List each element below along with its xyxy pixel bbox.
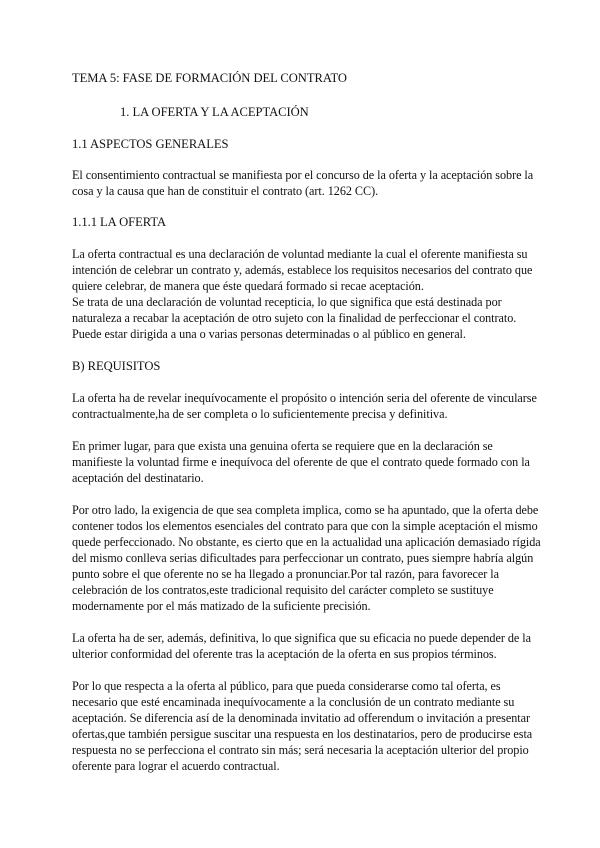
- paragraph-line: manifieste la voluntad firme e inequívoca del oferente de que el contrato quede formado con la: [72, 455, 530, 469]
- paragraph-line: celebración de los contratos,este tradicional requisito del carácter completo se sustituye: [72, 583, 494, 597]
- paragraph-line: La oferta contractual es una declaración de voluntad mediante la cual el oferente manifiesta su: [72, 247, 528, 261]
- paragraph-line: Por otro lado, la exigencia de que sea completa implica, como se ha apuntado, que la oferta debe: [72, 503, 539, 517]
- paragraph-line: contener todos los elementos esenciales del contrato para que con la simple aceptación el mismo: [72, 519, 538, 533]
- paragraph-line: ulterior conformidad del oferente tras la aceptación de la oferta en sus propios términos.: [72, 647, 497, 661]
- paragraph-line: En primer lugar, para que exista una genuina oferta se requiere que en la declaración se: [72, 439, 493, 453]
- paragraph-line: La oferta ha de revelar inequívocamente el propósito o intención seria del oferente de vincularse: [72, 391, 537, 405]
- paragraph-line: aceptación del destinatario.: [72, 471, 204, 485]
- subsection-heading-1-1: 1.1 ASPECTOS GENERALES: [72, 137, 229, 151]
- subsection-heading-requisitos: B) REQUISITOS: [72, 359, 161, 373]
- document-title: TEMA 5: FASE DE FORMACIÓN DEL CONTRATO: [72, 71, 347, 85]
- paragraph-line: Se trata de una declaración de voluntad recepticia, lo que significa que está destinada por: [72, 295, 502, 309]
- paragraph-line: necesario que esté encaminada inequívocamente a la conclusión de un contrato mediante su: [72, 695, 515, 709]
- paragraph-line: respuesta no se perfecciona el contrato sin más; será necesaria la aceptación ulterior del propio: [72, 743, 529, 757]
- paragraph-line: modernamente por el más matizado de la suficiente precisión.: [72, 599, 371, 613]
- paragraph-line: quede perfeccionado. No obstante, es cierto que en la actualidad una aplicación demasiado rígida: [72, 535, 541, 549]
- paragraph-line: naturaleza a recabar la aceptación de otro sujeto con la finalidad de perfeccionar el contrato.: [72, 311, 517, 325]
- paragraph-line: cosa y la causa que han de constituir el contrato (art. 1262 CC).: [72, 184, 379, 198]
- paragraph-line: ofertas,que también persigue suscitar una respuesta en los destinatarios, pero de producirse esta: [72, 727, 533, 741]
- paragraph-line: Por lo que respecta a la oferta al público, para que pueda considerarse como tal oferta, es: [72, 679, 501, 693]
- paragraph-line: oferente para lograr el acuerdo contractual.: [72, 759, 280, 773]
- paragraph-line: contractualmente,ha de ser completa o lo suficientemente precisa y definitiva.: [72, 407, 448, 421]
- paragraph-line: punto sobre el que oferente no se ha llegado a pronunciar.Por tal razón, para favorecer la: [72, 567, 499, 581]
- paragraph-line: intención de celebrar un contrato y, además, establece los requisitos necesarios del contrato que: [72, 263, 533, 277]
- paragraph-line: El consentimiento contractual se manifiesta por el concurso de la oferta y la aceptación sobre la: [72, 168, 534, 182]
- paragraph-line: La oferta ha de ser, además, definitiva, lo que significa que su eficacia no puede depender de la: [72, 631, 531, 645]
- section-heading-1: 1. LA OFERTA Y LA ACEPTACIÓN: [120, 105, 309, 119]
- paragraph-line: quiere celebrar, de manera que éste quedará formado si recae aceptación.: [72, 279, 424, 293]
- paragraph-line: del mismo conlleva serias dificultades para perfeccionar un contrato, pues siempre habría algún: [72, 551, 534, 565]
- paragraph-line: Puede estar dirigida a una o varias personas determinadas o al público en general.: [72, 327, 466, 341]
- subsection-heading-1-1-1: 1.1.1 LA OFERTA: [72, 215, 167, 229]
- paragraph-line: aceptación. Se diferencia así de la denominada invitatio ad offerendum o invitación a presentar: [72, 711, 530, 725]
